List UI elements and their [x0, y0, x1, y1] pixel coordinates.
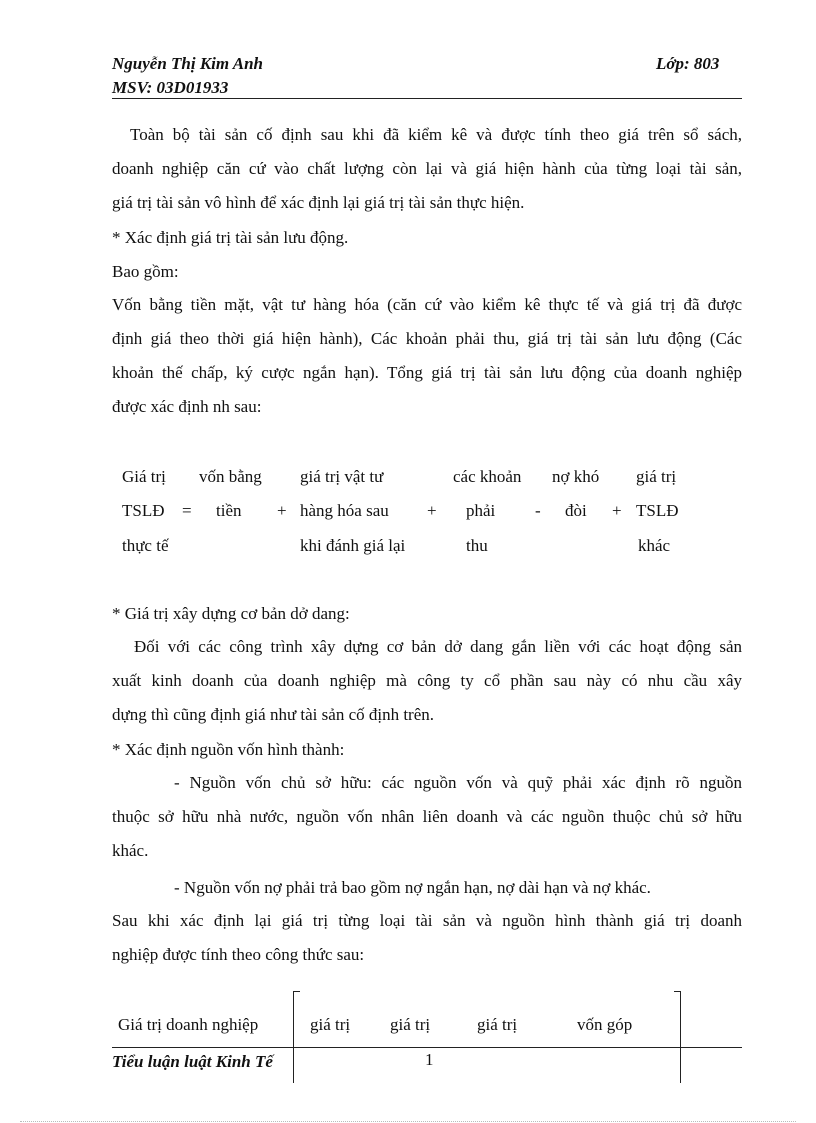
formula-term: giá trị [477, 1015, 518, 1034]
formula-term: TSLĐ [122, 501, 165, 520]
text-line: khoản thế chấp, ký cược ngắn hạn). Tổng giá trị tài sản lưu động của doanh nghiệp [112, 363, 742, 382]
formula-term: khác [638, 536, 671, 555]
bracket-left-top [293, 991, 300, 992]
paragraph-fixed-assets [112, 118, 742, 220]
formula-term: giá trị vật tư [300, 467, 384, 486]
paragraph-equity [112, 766, 742, 868]
formula-term: phải [466, 501, 496, 520]
bracket-left [293, 991, 294, 1083]
text-line: Sau khi xác định lại giá trị từng loại tài sản và nguồn hình thành giá trị doanh [112, 911, 742, 930]
text-line: Toàn bộ tài sản cố định sau khi đã kiểm kê và được tính theo giá trên sổ sách, [130, 125, 742, 144]
heading-current-assets: * Xác định giá trị tài sản lưu động. [112, 228, 349, 247]
text-line: định giá theo thời giá hiện hành), Các khoản phải thu, giá trị tài sản lưu động (Các [112, 329, 742, 348]
formula-term: giá trị [636, 467, 677, 486]
text-line: được xác định nh sau: [112, 397, 262, 416]
bracket-right [680, 991, 681, 1083]
formula-operator: + [277, 501, 287, 520]
text-line: nghiệp được tính theo công thức sau: [112, 945, 365, 964]
student-id: MSV: 03D01933 [112, 78, 229, 97]
formula-operator: + [427, 501, 437, 520]
formula-term: các khoản [453, 467, 522, 486]
formula-term: đòi [565, 501, 587, 520]
paragraph-current-assets [112, 288, 742, 424]
formula-term: vốn góp [577, 1015, 633, 1034]
header-rule [112, 98, 742, 99]
text-line: giá trị tài sản vô hình để xác định lại giá trị tài sản thực hiện. [112, 193, 525, 212]
text-line: xuất kinh doanh của doanh nghiệp mà công ty cổ phần sau này có nhu cầu xây [112, 671, 742, 690]
formula-term: giá trị [310, 1015, 351, 1034]
formula-term: hàng hóa sau [300, 501, 389, 520]
text-line: - Nguồn vốn chủ sở hữu: các nguồn vốn và quỹ phải xác định rõ nguồn [174, 773, 742, 792]
formula-term: thu [466, 536, 488, 555]
text-line: thuộc sở hữu nhà nước, nguồn vốn nhân liên doanh và các nguồn thuộc chủ sở hữu [112, 807, 742, 826]
bracket-right-top [674, 991, 681, 992]
formula-term: thực tế [122, 536, 169, 555]
heading-construction: * Giá trị xây dựng cơ bản dở dang: [112, 604, 350, 623]
formula-operator: + [612, 501, 622, 520]
formula-term: vốn bằng [199, 467, 262, 486]
formula-term: khi đánh giá lại [300, 536, 406, 555]
formula-operator: - [535, 501, 541, 520]
text-line: Đối với các công trình xây dựng cơ bản dở dang gắn liền với các hoạt động sản [134, 637, 742, 656]
formula-term: Giá trị [122, 467, 166, 486]
formula-term: giá trị [390, 1015, 431, 1034]
page-edge [20, 1121, 796, 1122]
text-line: khác. [112, 841, 149, 860]
formula-term: nợ khó [552, 467, 600, 486]
class-label: Lớp: 803 [656, 54, 720, 73]
formula-term: TSLĐ [636, 501, 679, 520]
footer-rule [112, 1047, 742, 1048]
formula-term: tiền [216, 501, 242, 520]
author-name: Nguyễn Thị Kim Anh [112, 54, 263, 73]
includes-label: Bao gồm: [112, 262, 179, 281]
paragraph-liabilities: - Nguồn vốn nợ phải trả bao gồm nợ ngắn hạn, nợ dài hạn và nợ khác. [174, 878, 651, 897]
text-line: Vốn bằng tiền mặt, vật tư hàng hóa (căn cứ vào kiểm kê thực tế và giá trị đã được [112, 295, 742, 314]
text-line: dựng thì cũng định giá như tài sản cố định trên. [112, 705, 435, 724]
paragraph-valuation [112, 904, 742, 972]
heading-capital: * Xác định nguồn vốn hình thành: [112, 740, 345, 759]
text-line: doanh nghiệp căn cứ vào chất lượng còn lại và giá hiện hành của từng loại tài sản, [112, 159, 742, 178]
formula-operator: = [182, 501, 192, 520]
footer-title: Tiểu luận luật Kinh Tế [112, 1052, 273, 1071]
paragraph-construction [112, 630, 742, 732]
formula-label: Giá trị doanh nghiệp [118, 1015, 259, 1034]
page-number: 1 [425, 1050, 434, 1069]
